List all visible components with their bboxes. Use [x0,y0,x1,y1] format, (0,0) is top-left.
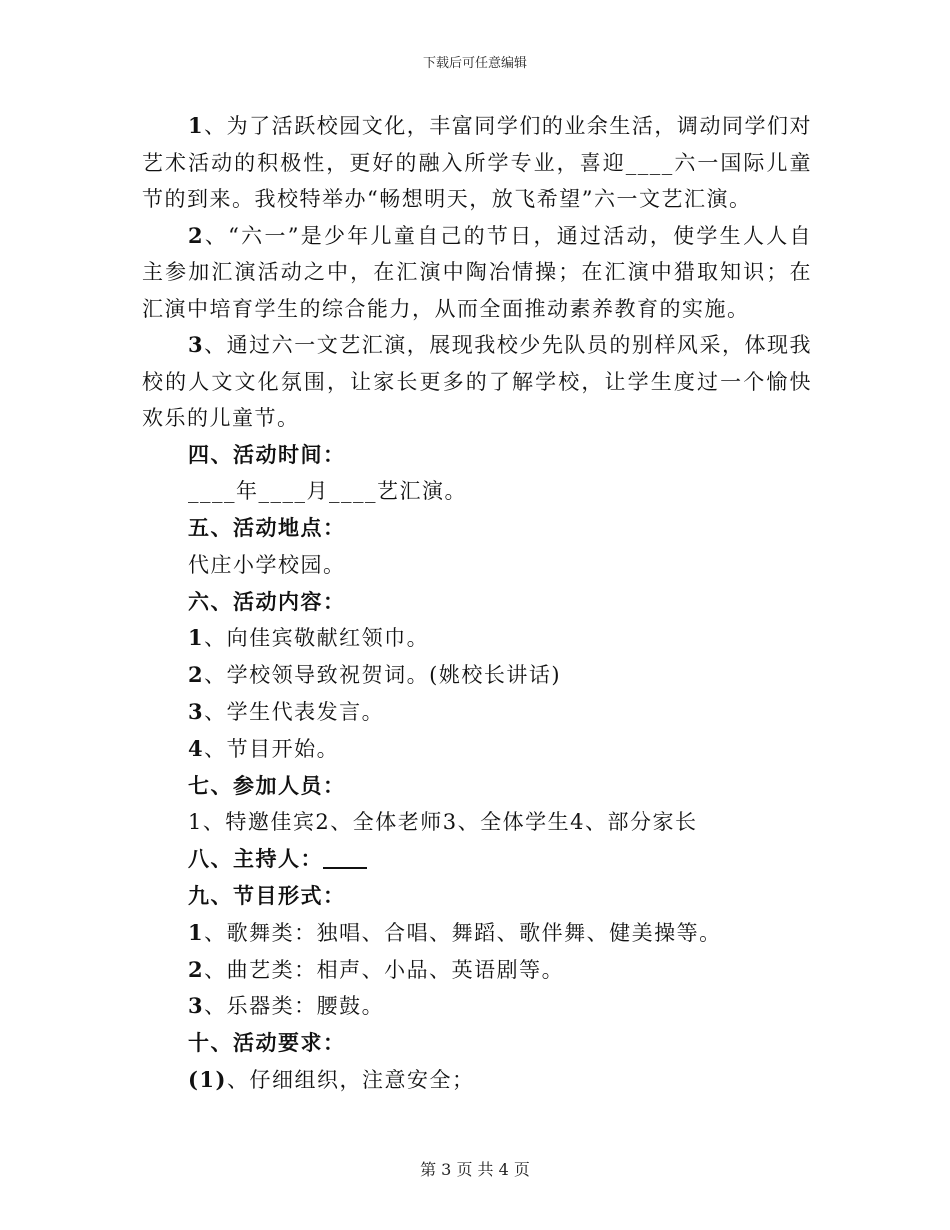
paragraph-number: 1 [188,113,205,138]
section-heading-form: 九、节目形式： [188,883,346,909]
paragraph-number: 3 [188,332,205,357]
section-heading-host [142,841,812,878]
list-item [142,657,812,694]
paragraph-2 [142,218,812,328]
paragraph-number: 2 [188,222,205,248]
list-item [142,1062,812,1099]
list-item-number: 2 [188,662,205,688]
list-item-text: 、乐器类：腰鼓。 [204,994,385,1019]
list-item-text: 、节目开始。 [204,736,340,761]
list-item [142,694,812,731]
list-item-number: 4 [188,735,205,761]
list-item-text: 、学校领导致祝贺词。(姚校长讲话) [204,663,562,688]
section-heading-requirements: 十、活动要求： [188,1030,346,1056]
list-item [142,988,812,1025]
paragraph-3 [142,327,812,437]
list-item-text: 、曲艺类：相声、小品、英语剧等。 [204,957,565,982]
list-item [142,915,812,952]
paragraph-text: 、“六一”是少年儿童自己的节日，通过活动，使学生人人自主参加汇演活动之中，在汇演中陶冶情操；在汇演中猎取知识；在汇演中培育学生的综合能力，从而全面推动素养教育的实施。 [142,223,812,321]
list-item-number: (1) [188,1067,227,1093]
host-blank [323,845,367,869]
section-heading-time: 四、活动时间： [188,441,346,467]
section-heading-people: 七、参加人员： [188,772,346,798]
list-item [142,620,812,657]
section-heading-place: 五、活动地点： [188,515,346,541]
page-header: 下载后可任意编辑 [422,56,527,71]
place-text: 代庄小学校园。 [188,552,346,577]
document-body [142,108,812,1099]
list-item-number: 1 [188,625,205,651]
section-heading-content: 六、活动内容： [188,588,346,614]
list-item [142,952,812,989]
list-item-text: 、向佳宾敬献红领巾。 [204,626,430,651]
paragraph-1 [142,108,812,218]
people-text: 1、特邀佳宾2、全体老师3、全体学生4、部分家长 [188,810,698,835]
host-label: 八、主持人： [188,846,323,872]
list-item-number: 3 [188,699,205,725]
list-item-number: 1 [188,919,205,945]
list-item [142,731,812,768]
page-footer: 第 3 页 共 4 页 [420,1160,530,1179]
paragraph-text: 、通过六一文艺汇演，展现我校少先队员的别样风采，体现我校的人文文化氛围，让家长更多的了解学校，让学生度过一个愉快欢乐的儿童节。 [142,333,812,430]
list-item-number: 3 [188,993,205,1019]
time-text: ____年____月____艺汇演。 [188,479,467,504]
list-item-number: 2 [188,956,205,982]
paragraph-text: 、为了活跃校园文化，丰富同学们的业余生活，调动同学们对艺术活动的积极性，更好的融入所学专业，喜迎____六一国际儿童节的到来。我校特举办“畅想明天，放飞希望”六一文艺汇演。 [142,114,812,211]
list-item-text: 、仔细组织，注意安全； [226,1068,475,1093]
list-item-text: 、学生代表发言。 [204,700,385,725]
list-item-text: 、歌舞类：独唱、合唱、舞蹈、歌伴舞、健美操等。 [204,920,722,945]
